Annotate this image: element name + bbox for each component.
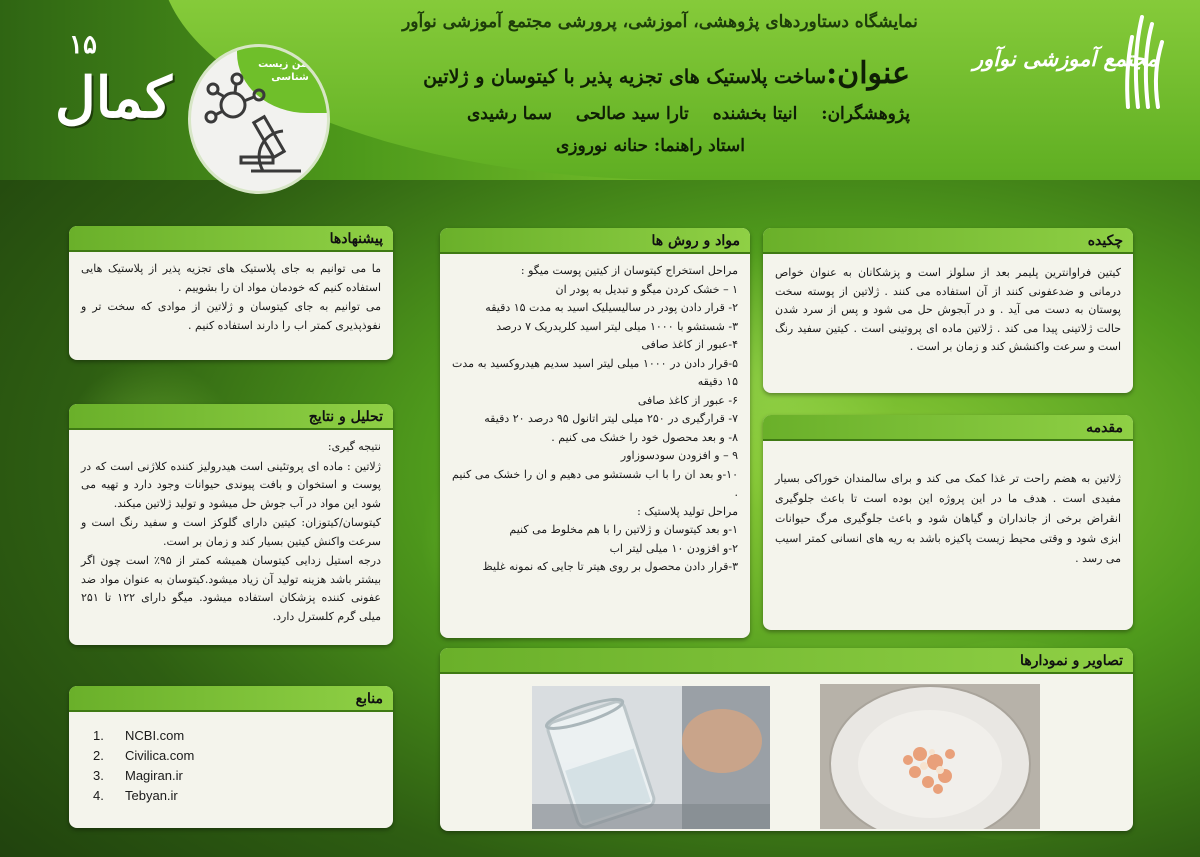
methods-card xyxy=(440,228,750,638)
images-card xyxy=(440,648,1133,831)
source-item: 4. Tebyan.ir xyxy=(83,786,379,806)
event-word: کمال xyxy=(55,65,172,131)
methods-title: مواد و روش ها xyxy=(440,228,750,254)
suggestion-text: می توانیم به جای کیتوسان و ژلاتین از موادی که سخت تر و نفوذپذیری کمتر اب را دارند استفاده کنیم . xyxy=(81,300,381,332)
methods-line: ۲- قرار دادن پودر در سالیسیلیک اسید به مدت ۱۵ دقیقه xyxy=(485,301,738,314)
event-number: ۱۵ xyxy=(69,30,97,60)
suggestion-text: ما می توانیم به جای پلاستیک های تجزیه پذیر از پلاستیک هایی استفاده کنیم که خودمان مواد ان را بشوییم . xyxy=(81,262,381,294)
title-label: عنوان: xyxy=(826,56,910,91)
researcher-name: تارا سید صالحی xyxy=(575,104,689,124)
source-link[interactable]: Magiran.ir xyxy=(125,768,183,783)
methods-line: ۷- قرارگیری در ۲۵۰ میلی لیتر اتانول ۹۵ درصد ۲۰ دقیقه xyxy=(484,412,738,425)
exhibition-title: نمایشگاه دستاوردهای پژوهشی، آموزشی، پرورشی مجتمع آموزشی نوآور xyxy=(402,12,918,32)
methods-line: ۹ – و افزودن سودسوزاور xyxy=(620,449,738,462)
researcher-name: سما رشیدی xyxy=(466,104,552,124)
source-item: 3. Magiran.ir xyxy=(83,766,379,786)
methods-line: ۶- عبور از کاغذ صافی xyxy=(637,393,738,407)
methods-line: ۲-و افزودن ۱۰ میلی لیتر اب xyxy=(609,541,738,555)
bowl-image xyxy=(820,684,1040,829)
methods-line: مراحل تولید پلاستیک : xyxy=(637,504,738,518)
introduction-card xyxy=(763,415,1133,630)
suggestions-card xyxy=(69,226,393,360)
sources-card xyxy=(69,686,393,828)
source-item: 1. NCBI.com xyxy=(83,726,379,746)
methods-body xyxy=(440,254,750,585)
title-text: ساخت پلاستیک های تجزیه پذیر با کیتوسان و ژلاتین xyxy=(423,66,827,88)
methods-line: ۸- و بعد محصول خود را خشک می کنیم . xyxy=(551,430,738,444)
results-text: نتیجه گیری: xyxy=(327,440,381,453)
glass-jar-image xyxy=(532,686,770,829)
methods-line: ۱-و بعد کیتوسان و ژلاتین را با هم مخلوط می کنیم xyxy=(509,523,738,536)
source-link[interactable]: NCBI.com xyxy=(125,728,185,743)
glass-jar-photo xyxy=(532,686,770,829)
results-card xyxy=(69,404,393,645)
researchers-label: پژوهشگران: xyxy=(821,104,910,124)
sources-list xyxy=(69,712,393,820)
abstract-card xyxy=(763,228,1133,393)
methods-line: ۵-قرار دادن در ۱۰۰۰ میلی لیتر اسید سدیم هیدروکسید به مدت ۱۵ دقیقه xyxy=(452,356,738,388)
researcher-name: انیتا بخشنده xyxy=(712,104,798,124)
methods-line: ۳- شستشو با ۱۰۰۰ میلی لیتر اسید کلریدریک ۷ درصد xyxy=(496,319,738,333)
source-item: 2. Civilica.com xyxy=(83,746,379,766)
source-link[interactable]: Tebyan.ir xyxy=(125,788,178,803)
poster-title xyxy=(350,56,910,91)
sources-title: منابع xyxy=(69,686,393,712)
researchers-line xyxy=(350,104,910,124)
methods-line: ۱۰-و بعد ان را با اب شستشو می دهیم و ان را خشک می کنیم . xyxy=(452,467,738,499)
images-title: تصاویر و نمودارها xyxy=(440,648,1133,674)
chitosan-bowl-photo xyxy=(820,684,1040,829)
methods-line: مراحل استخراج کیتوسان از کیتین پوست میگو : xyxy=(520,264,738,277)
results-text: درجه استیل زدایی کیتوسان همیشه کمتر از ۹۵٪ است چون اگر بیشتر باشد هزینه تولید آن زیاد میشود.کیتوسان به عنوان مواد ضد عفونی کننده پزشکان استفاده میشود. میگو دارای ۱۲۲ تا ۲۵۱ میلی گرم کلسترل دارد. xyxy=(81,554,381,623)
biology-club-badge xyxy=(188,44,330,194)
abstract-title: چکیده xyxy=(763,228,1133,254)
microscope-icon xyxy=(201,71,311,191)
suggestions-title: پیشنهادها xyxy=(69,226,393,252)
results-body xyxy=(69,430,393,635)
results-text: کیتوسان/کیتوزان: کیتین دارای گلوکز است و سفید رنگ است و سرعت واکنش کیتین بسیار کند و زمان بر است. xyxy=(81,516,381,548)
suggestions-body xyxy=(69,252,393,344)
images-area xyxy=(440,676,1133,831)
badge-text: انجمن زیست شناسی xyxy=(258,59,322,83)
introduction-body: ژلاتین به هضم راحت تر غذا کمک می کند و برای سالمندان خوراکی بسیار مفیدی است . هدف ما در این پروژه این بوده است تا باعث جلوگیری انقراض برخی از جانداران و گیاهان شود و باعث جلوگیری مرگ حیوانات ابزی شود و وقتی محیط زیست پاکیزه باشد به ریه های انسانی کمتر اسیب می رسد . xyxy=(775,472,1121,565)
abstract-body: کیتین فراوانترین پلیمر بعد از سلولز است و پزشکانان به عنوان خواص درمانی و ضدعفونی کنند از آن استفاده می کنند . ژلاتین از پوسته سخت پوستان به دست می آید . و در آبجوش حل می شود و پس از سرد شدن حالت ژلاتینی پیدا می کند . ژلاتین ماده ای پروتینی است . کیتین سفید رنگ است و سرعت واکنشش کند و زمان بر است . xyxy=(775,266,1121,353)
source-link[interactable]: Civilica.com xyxy=(125,748,195,763)
introduction-title: مقدمه xyxy=(763,415,1133,441)
logo-text: مجتمع آموزشی نوآور xyxy=(972,46,1158,71)
advisor-line: استاد راهنما: حنانه نوروزی xyxy=(555,136,745,156)
methods-line: ۳-قرار دادن محصول بر روی هیتر تا جایی که نمونه غلیظ xyxy=(482,560,738,573)
methods-line: ۴-عبور از کاغذ صافی xyxy=(641,338,738,351)
results-text: ژلاتین : ماده ای پروتئینی است هیدرولیز کننده کلاژنی است که در پوست و استخوان و بافت پیوندی حیوانات وجود دارد و تهیه می شود این مواد در آب جوش حل میشود و تولید ژلاتین میکند. xyxy=(81,459,381,510)
methods-line: ۱ – خشک کردن میگو و تبدیل به پودر ان xyxy=(555,282,738,296)
results-title: تحلیل و نتایج xyxy=(69,404,393,430)
